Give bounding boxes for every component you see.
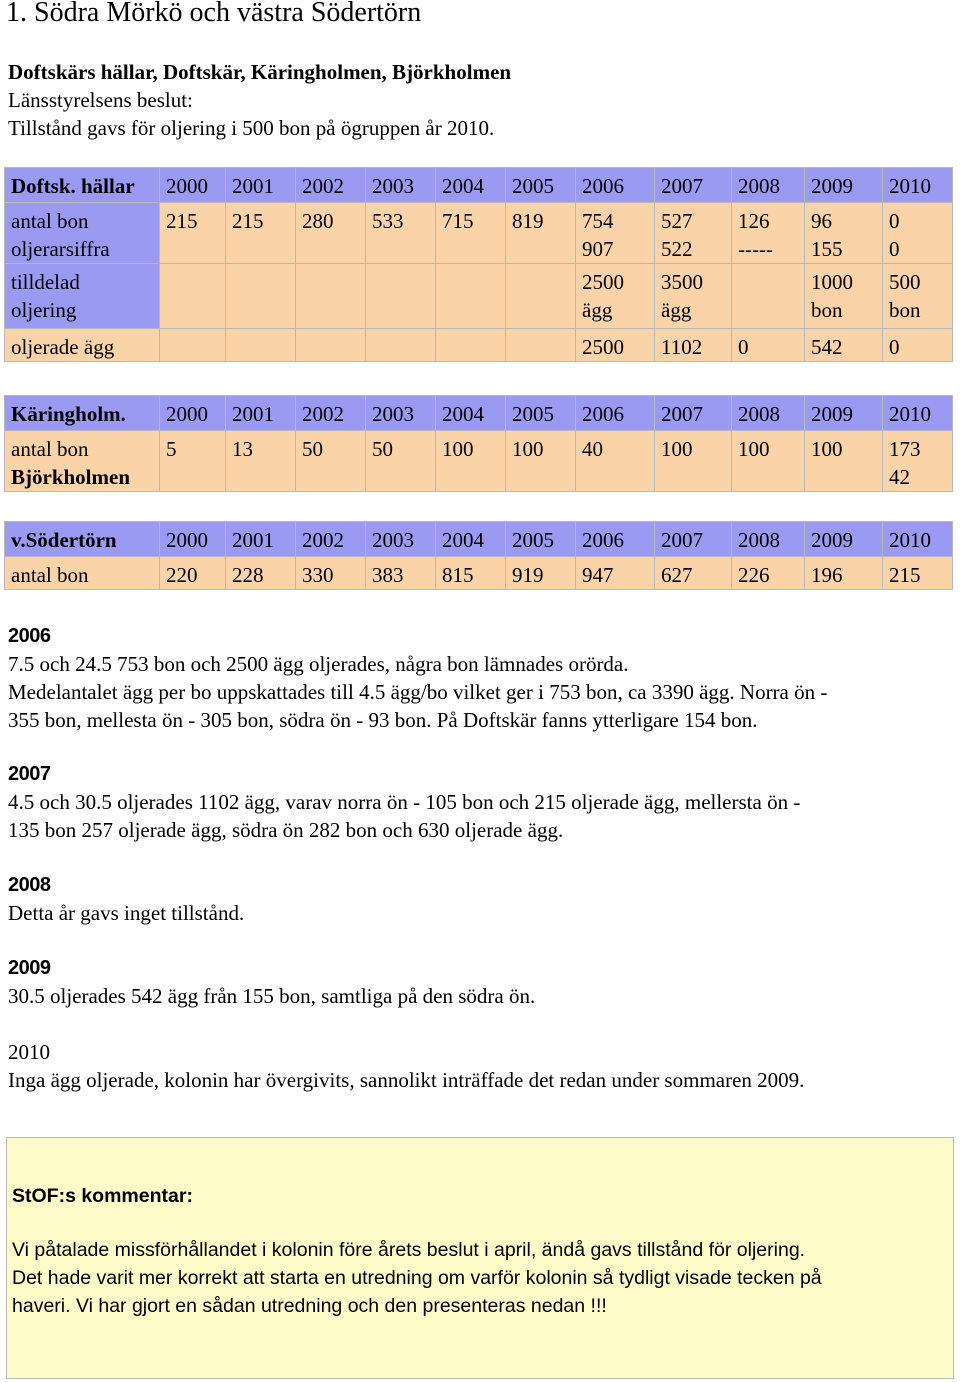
cell-line: 126 (738, 209, 770, 233)
cell-line: 42 (889, 465, 910, 489)
table-cell (436, 329, 506, 362)
comment-line: Vi påtalade missförhållandet i kolonin före årets beslut i april, ändå gavs tillstånd för oljering. (12, 1239, 806, 1261)
notes-heading-2008: 2008 (8, 874, 51, 896)
row-label (5, 264, 160, 329)
year-header: 2003 (366, 396, 436, 431)
year-header: 2002 (296, 168, 366, 203)
table-cell (655, 203, 732, 264)
cell-line: ägg (661, 298, 692, 322)
row-label (5, 203, 160, 264)
table-header-label: Käringholm. (5, 396, 160, 431)
cell-line: 5 (166, 437, 177, 461)
cell-line: 13 (232, 437, 253, 461)
table-cell (805, 203, 883, 264)
table-cell (506, 203, 576, 264)
table-cell (805, 431, 883, 492)
table-row (5, 329, 953, 362)
page-title: 1. Södra Mörkö och västra Södertörn (6, 0, 422, 28)
cell-line: 215 (232, 209, 264, 233)
year-header: 2007 (655, 168, 732, 203)
cell-line: 100 (738, 437, 770, 461)
year-header: 2001 (226, 396, 296, 431)
table-cell: 627 (655, 557, 732, 590)
table-cell (506, 329, 576, 362)
notes-line: Medelantalet ägg per bo uppskattades till 4.5 ägg/bo vilket ger i 753 bon, ca 3390 ägg. Norra ön - (8, 680, 828, 704)
table-header-label: v.Södertörn (5, 522, 160, 557)
table-cell: 220 (160, 557, 226, 590)
intro-heading: Doftskärs hällar, Doftskär, Käringholmen, Björkholmen (8, 60, 512, 84)
cell-line: ----- (738, 237, 773, 261)
table-cell (576, 203, 655, 264)
notes-line: 4.5 och 30.5 oljerades 1102 ägg, varav norra ön - 105 bon och 215 oljerade ägg, mellersta ön - (8, 790, 801, 814)
cell-line: 100 (811, 437, 843, 461)
year-header: 2003 (366, 522, 436, 557)
notes-2007 (8, 760, 952, 844)
cell-line: oljerarsiffra (11, 237, 110, 261)
cell-line: 1000 (811, 270, 853, 294)
doftskar-table (4, 167, 953, 362)
cell-line: 40 (582, 437, 603, 461)
table-cell: 2500 (576, 329, 655, 362)
cell-line: 280 (302, 209, 334, 233)
header-row (5, 168, 953, 203)
year-header: 2003 (366, 168, 436, 203)
cell-line: 715 (442, 209, 474, 233)
year-header: 2005 (506, 522, 576, 557)
header-row (5, 396, 953, 431)
year-header: 2005 (506, 396, 576, 431)
row-label: oljerade ägg (5, 329, 160, 362)
table-cell (296, 264, 366, 329)
year-header: 2004 (436, 168, 506, 203)
table-row (5, 264, 953, 329)
table-cell (226, 431, 296, 492)
table-cell (805, 264, 883, 329)
cell-line: antal bon (11, 209, 89, 233)
cell-line: 500 (889, 270, 921, 294)
year-header: 2008 (732, 396, 805, 431)
table-cell: 1102 (655, 329, 732, 362)
year-header: 2000 (160, 168, 226, 203)
table-header-label: Doftsk. hällar (5, 168, 160, 203)
table-cell (296, 329, 366, 362)
header-row (5, 522, 953, 557)
notes-2010 (8, 1038, 952, 1094)
cell-line: ägg (582, 298, 613, 322)
year-header: 2000 (160, 522, 226, 557)
year-header: 2001 (226, 168, 296, 203)
notes-line: Detta år gavs inget tillstånd. (8, 901, 245, 925)
year-header: 2002 (296, 396, 366, 431)
table-cell (366, 431, 436, 492)
table-cell (732, 431, 805, 492)
year-header: 2000 (160, 396, 226, 431)
table-cell: 228 (226, 557, 296, 590)
table-cell (655, 264, 732, 329)
notes-2009 (8, 954, 952, 1010)
comment-body (12, 1236, 943, 1320)
notes-2008 (8, 871, 952, 927)
sodertorn-table (4, 521, 953, 590)
table-cell (226, 203, 296, 264)
notes-heading-2009: 2009 (8, 957, 51, 979)
cell-line: tilldelad (11, 270, 80, 294)
table-cell: 815 (436, 557, 506, 590)
year-header: 2009 (805, 522, 883, 557)
year-header: 2009 (805, 168, 883, 203)
year-header: 2007 (655, 522, 732, 557)
cell-line: 100 (442, 437, 474, 461)
table-cell (883, 203, 953, 264)
year-header: 2001 (226, 522, 296, 557)
table-cell: 947 (576, 557, 655, 590)
table-cell: 0 (883, 329, 953, 362)
stof-comment-box (6, 1137, 954, 1379)
table-cell: 919 (506, 557, 576, 590)
notes-heading-2010: 2010 (8, 1040, 50, 1064)
table-cell (436, 264, 506, 329)
table-cell (732, 203, 805, 264)
intro-line-2: Tillstånd gavs för oljering i 500 bon på ögruppen år 2010. (8, 116, 495, 140)
year-header: 2010 (883, 168, 953, 203)
table-cell (506, 264, 576, 329)
row-label: antal bon (5, 557, 160, 590)
cell-line: antal bon (11, 437, 89, 461)
notes-2006 (8, 622, 952, 734)
cell-line: bon (889, 298, 921, 322)
table-cell (436, 203, 506, 264)
cell-line: 50 (302, 437, 323, 461)
cell-line: 100 (512, 437, 544, 461)
year-header: 2002 (296, 522, 366, 557)
year-header: 2010 (883, 522, 953, 557)
table-row (5, 203, 953, 264)
table-cell (160, 203, 226, 264)
year-header: 2004 (436, 396, 506, 431)
cell-line: 50 (372, 437, 393, 461)
table-cell (160, 431, 226, 492)
table-cell (576, 431, 655, 492)
cell-line: 754 (582, 209, 614, 233)
table-cell (366, 329, 436, 362)
cell-line: 527 (661, 209, 693, 233)
cell-line: 0 (889, 209, 900, 233)
cell-line: bon (811, 298, 843, 322)
year-header: 2008 (732, 522, 805, 557)
notes-line: 7.5 och 24.5 753 bon och 2500 ägg oljerades, några bon lämnades orörda. (8, 652, 629, 676)
table-cell: 196 (805, 557, 883, 590)
year-header: 2006 (576, 168, 655, 203)
cell-line: 100 (661, 437, 693, 461)
comment-line: haveri. Vi har gjort en sådan utredning och den presenteras nedan !!! (12, 1295, 607, 1317)
cell-line: 173 (889, 437, 921, 461)
intro-line-1: Länsstyrelsens beslut: (8, 88, 193, 112)
table-cell: 542 (805, 329, 883, 362)
cell-line: 155 (811, 237, 843, 261)
table-cell: 226 (732, 557, 805, 590)
notes-line: 135 bon 257 oljerade ägg, södra ön 282 bon och 630 oljerade ägg. (8, 818, 564, 842)
notes-line: 355 bon, mellesta ön - 305 bon, södra ön - 93 bon. På Doftskär fanns ytterligare 154 bon. (8, 708, 758, 732)
table-cell (732, 264, 805, 329)
cell-line: 96 (811, 209, 832, 233)
notes-heading-2006: 2006 (8, 625, 51, 647)
table-cell: 215 (883, 557, 953, 590)
notes-line: Inga ägg oljerade, kolonin har övergivits, sannolikt inträffade det redan under sommaren 2009. (8, 1068, 805, 1092)
year-header: 2004 (436, 522, 506, 557)
table-cell (296, 431, 366, 492)
cell-line: 215 (166, 209, 198, 233)
table-row (5, 557, 953, 590)
year-header: 2005 (506, 168, 576, 203)
year-header: 2008 (732, 168, 805, 203)
comment-line: Det hade varit mer korrekt att starta en utredning om varför kolonin så tydligt visade tecken på (12, 1267, 822, 1289)
table-cell (366, 264, 436, 329)
table-cell (883, 264, 953, 329)
cell-line: Björkholmen (11, 465, 131, 489)
cell-line: 533 (372, 209, 404, 233)
table-cell (160, 329, 226, 362)
table-cell (366, 203, 436, 264)
notes-line: 30.5 oljerades 542 ägg från 155 bon, samtliga på den södra ön. (8, 984, 536, 1008)
comment-title: StOF:s kommentar: (12, 1185, 193, 1207)
year-header: 2010 (883, 396, 953, 431)
cell-line: 522 (661, 237, 693, 261)
table-cell (226, 329, 296, 362)
cell-line: 3500 (661, 270, 703, 294)
notes-heading-2007: 2007 (8, 763, 51, 785)
table-cell: 0 (732, 329, 805, 362)
intro-block (8, 58, 511, 142)
table-cell: 383 (366, 557, 436, 590)
cell-line: oljering (11, 298, 77, 322)
row-label (5, 431, 160, 492)
cell-line: 0 (889, 237, 900, 261)
table-cell (226, 264, 296, 329)
table-cell (296, 203, 366, 264)
table-cell (883, 431, 953, 492)
table-cell (506, 431, 576, 492)
year-header: 2006 (576, 396, 655, 431)
cell-line: 2500 (582, 270, 624, 294)
year-header: 2006 (576, 522, 655, 557)
table-cell: 330 (296, 557, 366, 590)
year-header: 2009 (805, 396, 883, 431)
year-header: 2007 (655, 396, 732, 431)
cell-line: 819 (512, 209, 544, 233)
table-cell (436, 431, 506, 492)
table-cell (160, 264, 226, 329)
table-cell (655, 431, 732, 492)
karingholm-table (4, 395, 953, 492)
table-cell (576, 264, 655, 329)
table-row (5, 431, 953, 492)
cell-line: 907 (582, 237, 614, 261)
